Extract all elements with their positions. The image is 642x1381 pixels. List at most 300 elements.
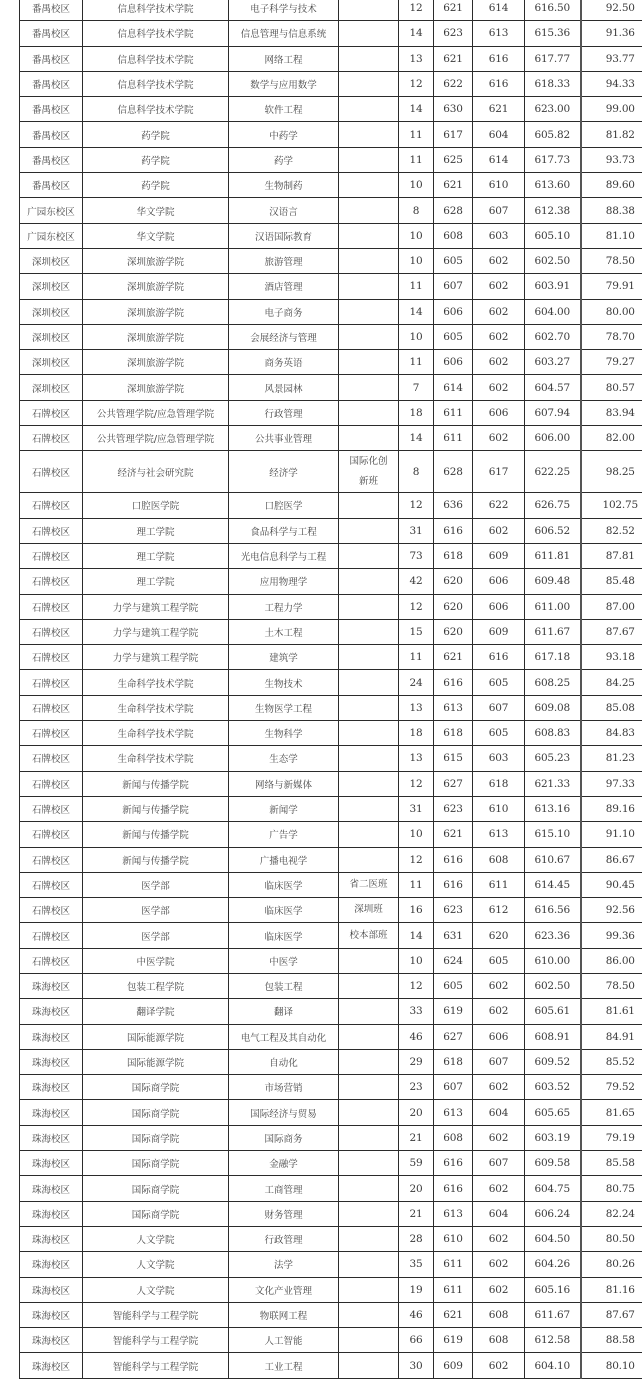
campus-cell: 珠海校区 (20, 1125, 83, 1150)
campus-cell: 珠海校区 (20, 1226, 83, 1251)
class-cell (339, 1075, 399, 1100)
college-cell: 力学与建筑工程学院 (83, 594, 229, 619)
class-cell (339, 1328, 399, 1353)
min-score-cell: 602 (473, 324, 525, 349)
major-cell: 广告学 (229, 822, 339, 847)
college-cell: 国际商学院 (83, 1075, 229, 1100)
max-score-cell: 607 (434, 274, 473, 299)
max-score-cell: 625 (434, 147, 473, 172)
avg-score-cell: 611.67 (525, 619, 581, 644)
table-row (20, 1277, 642, 1302)
max-score-cell: 621 (434, 173, 473, 198)
min-score-cell: 606 (473, 569, 525, 594)
count-cell: 24 (399, 670, 434, 695)
class-cell (339, 46, 399, 71)
college-cell: 药学院 (83, 147, 229, 172)
college-cell: 理工学院 (83, 518, 229, 543)
min-score-cell: 602 (473, 248, 525, 273)
score-diff-cell: 84.25 (581, 670, 642, 695)
table-row (20, 518, 642, 543)
campus-cell: 石牌校区 (20, 569, 83, 594)
count-cell: 7 (399, 375, 434, 400)
count-cell: 19 (399, 1277, 434, 1302)
college-cell: 包装工程学院 (83, 973, 229, 998)
min-score-cell: 622 (473, 493, 525, 518)
min-score-cell: 607 (473, 1151, 525, 1176)
college-cell: 智能科学与工程学院 (83, 1353, 229, 1378)
min-score-cell: 620 (473, 923, 525, 948)
max-score-cell: 621 (434, 822, 473, 847)
score-diff-cell: 88.38 (581, 198, 642, 223)
count-cell: 11 (399, 274, 434, 299)
score-diff-cell: 80.26 (581, 1252, 642, 1277)
table-body (20, 0, 642, 1378)
avg-score-cell: 603.52 (525, 1075, 581, 1100)
table-row (20, 948, 642, 973)
count-cell: 14 (399, 426, 434, 451)
min-score-cell: 617 (473, 451, 525, 493)
avg-score-cell: 603.19 (525, 1125, 581, 1150)
college-cell: 公共管理学院/应急管理学院 (83, 426, 229, 451)
major-cell: 金融学 (229, 1151, 339, 1176)
max-score-cell: 616 (434, 518, 473, 543)
college-cell: 新闻与传播学院 (83, 847, 229, 872)
campus-cell: 石牌校区 (20, 872, 83, 897)
major-cell: 酒店管理 (229, 274, 339, 299)
min-score-cell: 602 (473, 274, 525, 299)
max-score-cell: 620 (434, 594, 473, 619)
campus-cell: 石牌校区 (20, 543, 83, 568)
score-diff-cell: 81.23 (581, 746, 642, 771)
major-cell: 中医学 (229, 948, 339, 973)
major-cell: 生物科学 (229, 721, 339, 746)
score-diff-cell: 85.08 (581, 695, 642, 720)
min-score-cell: 610 (473, 796, 525, 821)
campus-cell: 石牌校区 (20, 721, 83, 746)
count-cell: 14 (399, 299, 434, 324)
count-cell: 15 (399, 619, 434, 644)
college-cell: 医学部 (83, 923, 229, 948)
avg-score-cell: 609.58 (525, 1151, 581, 1176)
score-diff-cell: 85.52 (581, 1049, 642, 1074)
min-score-cell: 604 (473, 1201, 525, 1226)
avg-score-cell: 604.26 (525, 1252, 581, 1277)
score-diff-cell: 99.36 (581, 923, 642, 948)
class-cell (339, 122, 399, 147)
score-diff-cell: 81.61 (581, 999, 642, 1024)
min-score-cell: 614 (473, 0, 525, 21)
table-row (20, 451, 642, 493)
count-cell: 12 (399, 847, 434, 872)
college-cell: 生命科学技术学院 (83, 721, 229, 746)
avg-score-cell: 609.08 (525, 695, 581, 720)
max-score-cell: 623 (434, 898, 473, 923)
count-cell: 11 (399, 645, 434, 670)
table-row (20, 97, 642, 122)
min-score-cell: 602 (473, 426, 525, 451)
count-cell: 11 (399, 350, 434, 375)
table-row (20, 898, 642, 923)
class-cell (339, 1100, 399, 1125)
campus-cell: 石牌校区 (20, 493, 83, 518)
campus-cell: 石牌校区 (20, 948, 83, 973)
major-cell: 公共事业管理 (229, 426, 339, 451)
avg-score-cell: 606.24 (525, 1201, 581, 1226)
major-cell: 汉语言 (229, 198, 339, 223)
max-score-cell: 606 (434, 299, 473, 324)
college-cell: 力学与建筑工程学院 (83, 645, 229, 670)
college-cell: 国际商学院 (83, 1176, 229, 1201)
avg-score-cell: 602.50 (525, 973, 581, 998)
campus-cell: 珠海校区 (20, 1075, 83, 1100)
max-score-cell: 605 (434, 973, 473, 998)
major-cell: 风景园林 (229, 375, 339, 400)
table-row (20, 71, 642, 96)
min-score-cell: 602 (473, 1075, 525, 1100)
avg-score-cell: 622.25 (525, 451, 581, 493)
campus-cell: 珠海校区 (20, 1328, 83, 1353)
college-cell: 国际能源学院 (83, 1024, 229, 1049)
table-row (20, 771, 642, 796)
min-score-cell: 605 (473, 721, 525, 746)
class-cell (339, 1353, 399, 1378)
campus-cell: 石牌校区 (20, 822, 83, 847)
avg-score-cell: 617.73 (525, 147, 581, 172)
major-cell: 生物制药 (229, 173, 339, 198)
table-row (20, 872, 642, 897)
avg-score-cell: 613.60 (525, 173, 581, 198)
max-score-cell: 619 (434, 999, 473, 1024)
class-cell (339, 822, 399, 847)
min-score-cell: 606 (473, 594, 525, 619)
major-cell: 法学 (229, 1252, 339, 1277)
campus-cell: 深圳校区 (20, 375, 83, 400)
table-row (20, 299, 642, 324)
major-cell: 会展经济与管理 (229, 324, 339, 349)
college-cell: 信息科学技术学院 (83, 0, 229, 21)
max-score-cell: 613 (434, 695, 473, 720)
college-cell: 国际商学院 (83, 1201, 229, 1226)
table-row (20, 1151, 642, 1176)
major-cell: 新闻学 (229, 796, 339, 821)
score-table-container (19, 0, 642, 1379)
score-diff-cell: 92.56 (581, 898, 642, 923)
table-row (20, 1302, 642, 1327)
score-diff-cell: 82.00 (581, 426, 642, 451)
table-row (20, 350, 642, 375)
table-row (20, 122, 642, 147)
college-cell: 人文学院 (83, 1226, 229, 1251)
campus-cell: 珠海校区 (20, 1353, 83, 1378)
max-score-cell: 623 (434, 796, 473, 821)
major-cell: 物联网工程 (229, 1302, 339, 1327)
score-diff-cell: 81.16 (581, 1277, 642, 1302)
class-cell (339, 173, 399, 198)
score-diff-cell: 89.16 (581, 796, 642, 821)
min-score-cell: 611 (473, 872, 525, 897)
min-score-cell: 616 (473, 645, 525, 670)
college-cell: 生命科学技术学院 (83, 746, 229, 771)
min-score-cell: 604 (473, 1100, 525, 1125)
campus-cell: 珠海校区 (20, 973, 83, 998)
major-cell: 广播电视学 (229, 847, 339, 872)
max-score-cell: 624 (434, 948, 473, 973)
min-score-cell: 606 (473, 400, 525, 425)
max-score-cell: 609 (434, 1353, 473, 1378)
score-diff-cell: 80.57 (581, 375, 642, 400)
count-cell: 14 (399, 21, 434, 46)
major-cell: 应用物理学 (229, 569, 339, 594)
min-score-cell: 616 (473, 46, 525, 71)
class-cell (339, 274, 399, 299)
avg-score-cell: 608.83 (525, 721, 581, 746)
min-score-cell: 613 (473, 21, 525, 46)
major-cell: 信息管理与信息系统 (229, 21, 339, 46)
count-cell: 20 (399, 1176, 434, 1201)
class-cell (339, 695, 399, 720)
campus-cell: 石牌校区 (20, 847, 83, 872)
avg-score-cell: 616.50 (525, 0, 581, 21)
avg-score-cell: 604.57 (525, 375, 581, 400)
min-score-cell: 602 (473, 375, 525, 400)
min-score-cell: 602 (473, 973, 525, 998)
count-cell: 10 (399, 248, 434, 273)
score-diff-cell: 91.36 (581, 21, 642, 46)
score-diff-cell: 86.67 (581, 847, 642, 872)
major-cell: 市场营销 (229, 1075, 339, 1100)
max-score-cell: 611 (434, 400, 473, 425)
min-score-cell: 616 (473, 71, 525, 96)
major-cell: 建筑学 (229, 645, 339, 670)
major-cell: 旅游管理 (229, 248, 339, 273)
table-row (20, 324, 642, 349)
count-cell: 13 (399, 746, 434, 771)
avg-score-cell: 605.82 (525, 122, 581, 147)
class-cell: 校本部班 (339, 923, 399, 948)
table-row (20, 1226, 642, 1251)
score-diff-cell: 81.82 (581, 122, 642, 147)
campus-cell: 番禺校区 (20, 173, 83, 198)
table-row (20, 248, 642, 273)
class-cell (339, 619, 399, 644)
max-score-cell: 623 (434, 21, 473, 46)
major-cell: 自动化 (229, 1049, 339, 1074)
count-cell: 12 (399, 493, 434, 518)
class-cell (339, 796, 399, 821)
count-cell: 21 (399, 1125, 434, 1150)
min-score-cell: 602 (473, 1176, 525, 1201)
score-diff-cell: 81.65 (581, 1100, 642, 1125)
college-cell: 国际商学院 (83, 1125, 229, 1150)
campus-cell: 深圳校区 (20, 248, 83, 273)
max-score-cell: 628 (434, 451, 473, 493)
table-row (20, 1201, 642, 1226)
campus-cell: 石牌校区 (20, 796, 83, 821)
table-row (20, 198, 642, 223)
avg-score-cell: 606.52 (525, 518, 581, 543)
class-cell (339, 97, 399, 122)
max-score-cell: 621 (434, 46, 473, 71)
table-row (20, 594, 642, 619)
table-row (20, 426, 642, 451)
max-score-cell: 619 (434, 1328, 473, 1353)
max-score-cell: 621 (434, 1302, 473, 1327)
score-diff-cell: 78.70 (581, 324, 642, 349)
major-cell: 人工智能 (229, 1328, 339, 1353)
campus-cell: 珠海校区 (20, 1100, 83, 1125)
college-cell: 人文学院 (83, 1277, 229, 1302)
avg-score-cell: 607.94 (525, 400, 581, 425)
avg-score-cell: 623.00 (525, 97, 581, 122)
campus-cell: 石牌校区 (20, 518, 83, 543)
max-score-cell: 627 (434, 1024, 473, 1049)
count-cell: 11 (399, 122, 434, 147)
table-row (20, 1100, 642, 1125)
min-score-cell: 608 (473, 1328, 525, 1353)
min-score-cell: 603 (473, 746, 525, 771)
min-score-cell: 618 (473, 771, 525, 796)
count-cell: 31 (399, 518, 434, 543)
college-cell: 华文学院 (83, 223, 229, 248)
class-cell (339, 198, 399, 223)
class-cell (339, 1125, 399, 1150)
max-score-cell: 605 (434, 324, 473, 349)
major-cell: 经济学 (229, 451, 339, 493)
major-cell: 临床医学 (229, 872, 339, 897)
class-cell (339, 1302, 399, 1327)
score-diff-cell: 94.33 (581, 71, 642, 96)
table-row (20, 493, 642, 518)
max-score-cell: 608 (434, 1125, 473, 1150)
min-score-cell: 602 (473, 1277, 525, 1302)
table-row (20, 173, 642, 198)
table-row (20, 1049, 642, 1074)
major-cell: 中药学 (229, 122, 339, 147)
count-cell: 10 (399, 173, 434, 198)
avg-score-cell: 615.36 (525, 21, 581, 46)
avg-score-cell: 604.00 (525, 299, 581, 324)
count-cell: 73 (399, 543, 434, 568)
campus-cell: 番禺校区 (20, 147, 83, 172)
campus-cell: 番禺校区 (20, 71, 83, 96)
college-cell: 智能科学与工程学院 (83, 1328, 229, 1353)
major-cell: 口腔医学 (229, 493, 339, 518)
max-score-cell: 617 (434, 122, 473, 147)
campus-cell: 广园东校区 (20, 198, 83, 223)
avg-score-cell: 623.36 (525, 923, 581, 948)
min-score-cell: 607 (473, 198, 525, 223)
score-diff-cell: 79.91 (581, 274, 642, 299)
score-diff-cell: 87.67 (581, 1302, 642, 1327)
class-cell (339, 569, 399, 594)
score-diff-cell: 78.50 (581, 248, 642, 273)
major-cell: 财务管理 (229, 1201, 339, 1226)
score-diff-cell: 92.50 (581, 0, 642, 21)
class-cell (339, 1252, 399, 1277)
class-cell (339, 645, 399, 670)
min-score-cell: 613 (473, 822, 525, 847)
table-row (20, 1328, 642, 1353)
campus-cell: 广园东校区 (20, 223, 83, 248)
avg-score-cell: 609.48 (525, 569, 581, 594)
count-cell: 18 (399, 721, 434, 746)
avg-score-cell: 626.75 (525, 493, 581, 518)
avg-score-cell: 603.27 (525, 350, 581, 375)
count-cell: 14 (399, 923, 434, 948)
class-cell (339, 948, 399, 973)
college-cell: 国际商学院 (83, 1100, 229, 1125)
table-row (20, 822, 642, 847)
campus-cell: 珠海校区 (20, 1277, 83, 1302)
campus-cell: 石牌校区 (20, 771, 83, 796)
college-cell: 公共管理学院/应急管理学院 (83, 400, 229, 425)
table-row (20, 21, 642, 46)
class-cell: 深圳班 (339, 898, 399, 923)
avg-score-cell: 611.00 (525, 594, 581, 619)
max-score-cell: 630 (434, 97, 473, 122)
score-diff-cell: 85.48 (581, 569, 642, 594)
college-cell: 深圳旅游学院 (83, 375, 229, 400)
score-diff-cell: 85.58 (581, 1151, 642, 1176)
class-cell (339, 721, 399, 746)
class-cell (339, 771, 399, 796)
max-score-cell: 616 (434, 1151, 473, 1176)
table-row (20, 645, 642, 670)
min-score-cell: 602 (473, 350, 525, 375)
count-cell: 12 (399, 973, 434, 998)
score-diff-cell: 90.45 (581, 872, 642, 897)
major-cell: 工商管理 (229, 1176, 339, 1201)
score-diff-cell: 93.18 (581, 645, 642, 670)
max-score-cell: 610 (434, 1226, 473, 1251)
avg-score-cell: 605.10 (525, 223, 581, 248)
college-cell: 翻译学院 (83, 999, 229, 1024)
campus-cell: 珠海校区 (20, 1176, 83, 1201)
count-cell: 31 (399, 796, 434, 821)
avg-score-cell: 605.23 (525, 746, 581, 771)
major-cell: 土木工程 (229, 619, 339, 644)
table-row (20, 1024, 642, 1049)
score-diff-cell: 97.33 (581, 771, 642, 796)
min-score-cell: 608 (473, 1302, 525, 1327)
avg-score-cell: 605.16 (525, 1277, 581, 1302)
class-cell (339, 670, 399, 695)
class-cell (339, 71, 399, 96)
avg-score-cell: 610.67 (525, 847, 581, 872)
count-cell: 23 (399, 1075, 434, 1100)
major-cell: 电子商务 (229, 299, 339, 324)
max-score-cell: 621 (434, 645, 473, 670)
class-cell (339, 1151, 399, 1176)
min-score-cell: 602 (473, 1226, 525, 1251)
avg-score-cell: 611.81 (525, 543, 581, 568)
count-cell: 10 (399, 324, 434, 349)
score-diff-cell: 87.00 (581, 594, 642, 619)
class-cell (339, 0, 399, 21)
class-cell: 国际化创 新班 (339, 451, 399, 493)
min-score-cell: 609 (473, 543, 525, 568)
campus-cell: 深圳校区 (20, 324, 83, 349)
college-cell: 华文学院 (83, 198, 229, 223)
table-row (20, 923, 642, 948)
major-cell: 包装工程 (229, 973, 339, 998)
avg-score-cell: 616.56 (525, 898, 581, 923)
major-cell: 翻译 (229, 999, 339, 1024)
score-diff-cell: 80.75 (581, 1176, 642, 1201)
class-cell (339, 493, 399, 518)
table-row (20, 746, 642, 771)
min-score-cell: 607 (473, 695, 525, 720)
